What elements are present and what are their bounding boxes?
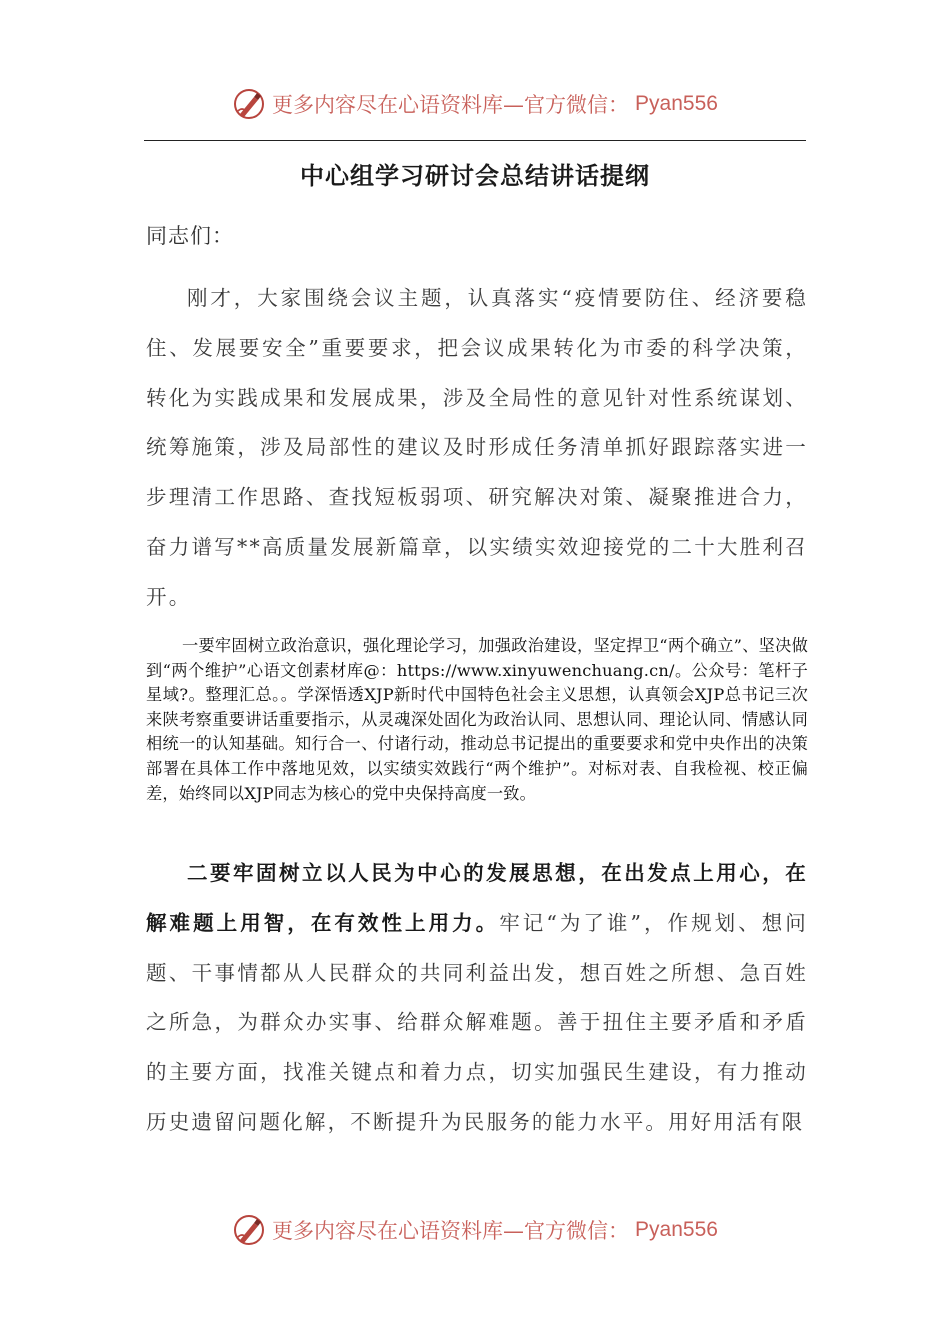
paragraph-3	[146, 849, 808, 1148]
footer-banner	[0, 1210, 950, 1250]
footer-banner-wechat-id: Pyan556	[635, 1218, 718, 1241]
banner-wechat-id: Pyan556	[635, 92, 718, 115]
greeting: 同志们：	[146, 224, 234, 248]
banner-text: 更多内容尽在心语资料库—官方微信：	[272, 93, 630, 117]
paragraph-3-body: 牢记“为了谁”，作规划、想问题、干事情都从人民群众的共同利益出发，想百姓之所想、急百姓之所急，为群众办实事、给群众解难题。善于扭住主要矛盾和矛盾的主要方面，找准关键点和着力点，切实加强民生建设，有力推动历史遗留问题化解，不断提升为民服务的能力水平。用好用活有限	[146, 910, 808, 1134]
paragraph-2: 一要牢固树立政治意识，强化理论学习，加强政治建设，坚定捍卫“两个确立”、坚决做到“两个维护”心语文创素材库@：https://www.xinyuwenchuang.cn/。公众号：笔杆子星域?。整理汇总。。学深悟透XJP新时代中国特色社会主义思想，认真领会XJP总书记三次来陕考察重要讲话重要指示，从灵魂深处固化为政治认同、思想认同、理论认同、情感认同相统一的认知基础。知行合一、付诸行动，推动总书记提出的重要要求和党中央作出的决策部署在具体工作中落地见效，以实绩实效践行“两个维护”。对标对表、自我检视、校正偏差，始终同以XJP同志为核心的党中央保持高度一致。	[146, 636, 808, 803]
page-title: 中心组学习研讨会总结讲话提纲	[300, 162, 650, 190]
paragraph-1: 刚才，大家围绕会议主题，认真落实“疫情要防住、经济要稳住、发展要安全”重要要求，把会议成果转化为市委的科学决策，转化为实践成果和发展成果，涉及全局性的意见针对性系统谋划、统筹施策，涉及局部性的建议及时形成任务清单抓好跟踪落实进一步理清工作思路、查找短板弱项、研究解决对策、凝聚推进合力，奋力谱写**高质量发展新篇章，以实绩实效迎接党的二十大胜利召开。	[146, 286, 808, 609]
header-banner	[0, 84, 950, 124]
pen-logo-icon	[232, 1213, 266, 1247]
pen-logo-icon	[232, 87, 266, 121]
header-divider	[144, 140, 806, 141]
paragraph-3-heading: 二要牢固树立以人民为中心的发展思想，在出发点上用心，在解难题上用智，在有效性上用力。	[146, 861, 808, 935]
footer-banner-text: 更多内容尽在心语资料库—官方微信：	[272, 1219, 630, 1243]
